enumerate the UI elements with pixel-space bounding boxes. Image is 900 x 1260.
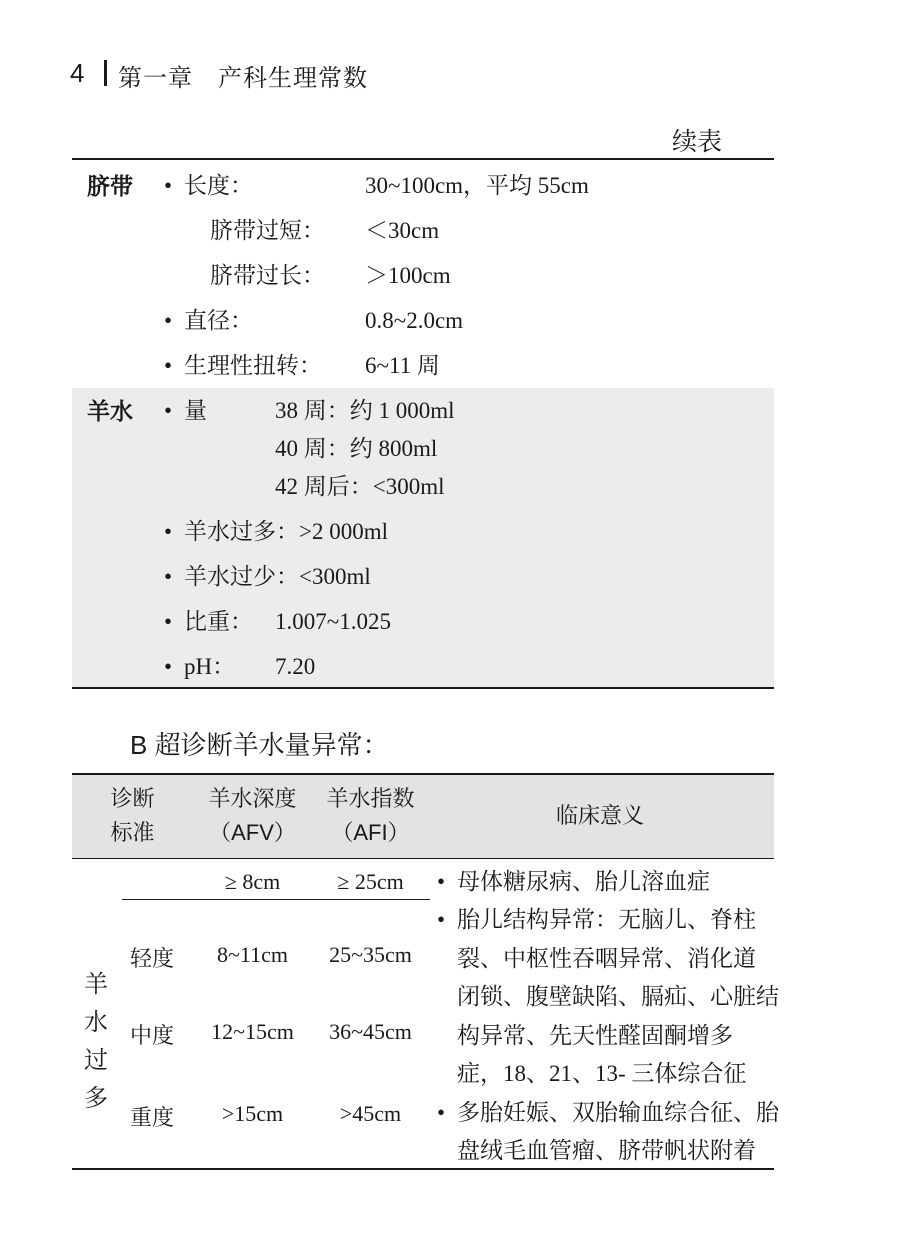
header-criteria-line1: 诊断 — [110, 786, 155, 811]
umbilical-short-value: ＜30cm — [365, 218, 440, 243]
header-criteria-line2: 标准 — [110, 820, 155, 845]
header-meaning: 临床意义 — [555, 803, 644, 828]
meaning-line: • 多胎妊娠、双胎输血综合征、胎 — [457, 1094, 779, 1133]
amniotic-ph-label: • pH： — [184, 653, 235, 681]
amniotic-excess: • 羊水过多：>2 000ml — [184, 518, 388, 546]
grade-afi: 36~45cm — [329, 1019, 412, 1044]
meaning-line: 闭锁、腹壁缺陷、膈疝、心脏结 — [457, 984, 779, 1009]
amniotic-volume-42w: 42 周后：<300ml — [275, 474, 445, 499]
umbilical-category: 脐带 — [87, 173, 133, 199]
header-afv-line2: （AFV） — [209, 820, 296, 845]
header-divider — [104, 60, 107, 86]
header-afi-line2: （AFI） — [331, 820, 410, 845]
umbilical-short-label: 脐带过短： — [210, 218, 325, 243]
meaning-line: 症，18、21、13- 三体综合征 — [457, 1061, 747, 1086]
group-label-char: 水 — [84, 1010, 108, 1036]
amniotic-deficit: • 羊水过少：<300ml — [184, 563, 371, 591]
grade-afv: 8~11cm — [217, 942, 288, 967]
amniotic-gravity-value: 1.007~1.025 — [275, 609, 391, 634]
grade-label: 轻度 — [130, 946, 175, 971]
header-afv-line1: 羊水深度 — [208, 786, 297, 811]
threshold-afi: ≥ 25cm — [337, 869, 404, 894]
table1-bottom-rule — [72, 687, 774, 689]
table2-top-rule — [72, 773, 774, 775]
umbilical-diameter-value: 0.8~2.0cm — [365, 308, 464, 333]
grade-afi: 25~35cm — [329, 942, 412, 967]
amniotic-volume-40w: 40 周：约 800ml — [275, 436, 438, 461]
meaning-line: 盘绒毛血管瘤、脐带帆状附着 — [457, 1138, 756, 1163]
amniotic-volume-38w: 38 周：约 1 000ml — [275, 398, 455, 423]
meaning-line: 构异常、先天性醛固酮增多 — [457, 1023, 733, 1048]
meaning-line: 裂、中枢性吞咽异常、消化道 — [457, 946, 756, 971]
group-label-char: 羊 — [84, 972, 108, 998]
continued-label: 续表 — [672, 129, 723, 156]
amniotic-category: 羊水 — [87, 398, 133, 424]
table2-bottom-rule — [72, 1168, 774, 1170]
amniotic-section-shade — [72, 388, 774, 688]
umbilical-length-label: • 长度： — [184, 172, 253, 200]
grade-afv: 12~15cm — [211, 1019, 294, 1044]
section-title: B 超诊断羊水量异常： — [130, 730, 389, 760]
page-number: 4 — [70, 58, 85, 88]
threshold-rule — [122, 899, 430, 900]
meaning-line: • 母体糖尿病、胎儿溶血症 — [457, 863, 710, 902]
umbilical-long-label: 脐带过长： — [210, 263, 325, 288]
grade-afi: >45cm — [339, 1101, 402, 1126]
table2-header-rule — [72, 858, 774, 859]
chapter-title: 第一章 产科生理常数 — [118, 65, 368, 92]
grade-label: 中度 — [130, 1023, 175, 1048]
amniotic-ph-value: 7.20 — [275, 654, 316, 679]
table1-top-rule — [72, 158, 774, 160]
umbilical-long-value: ＞100cm — [365, 263, 451, 288]
header-afi-line1: 羊水指数 — [326, 786, 415, 811]
grade-afv: >15cm — [221, 1101, 284, 1126]
umbilical-diameter-label: • 直径： — [184, 307, 253, 335]
meaning-line: • 胎儿结构异常：无脑儿、脊柱 — [457, 901, 756, 940]
group-label-char: 多 — [84, 1086, 108, 1112]
umbilical-length-value: 30~100cm，平均 55cm — [365, 173, 589, 198]
amniotic-volume-label: • 量 — [184, 397, 207, 425]
threshold-afv: ≥ 8cm — [224, 869, 281, 894]
umbilical-twist-value: 6~11 周 — [365, 353, 440, 378]
umbilical-twist-label: • 生理性扭转： — [184, 352, 322, 380]
amniotic-gravity-label: • 比重： — [184, 608, 253, 636]
group-label-char: 过 — [84, 1048, 108, 1074]
grade-label: 重度 — [130, 1105, 175, 1130]
